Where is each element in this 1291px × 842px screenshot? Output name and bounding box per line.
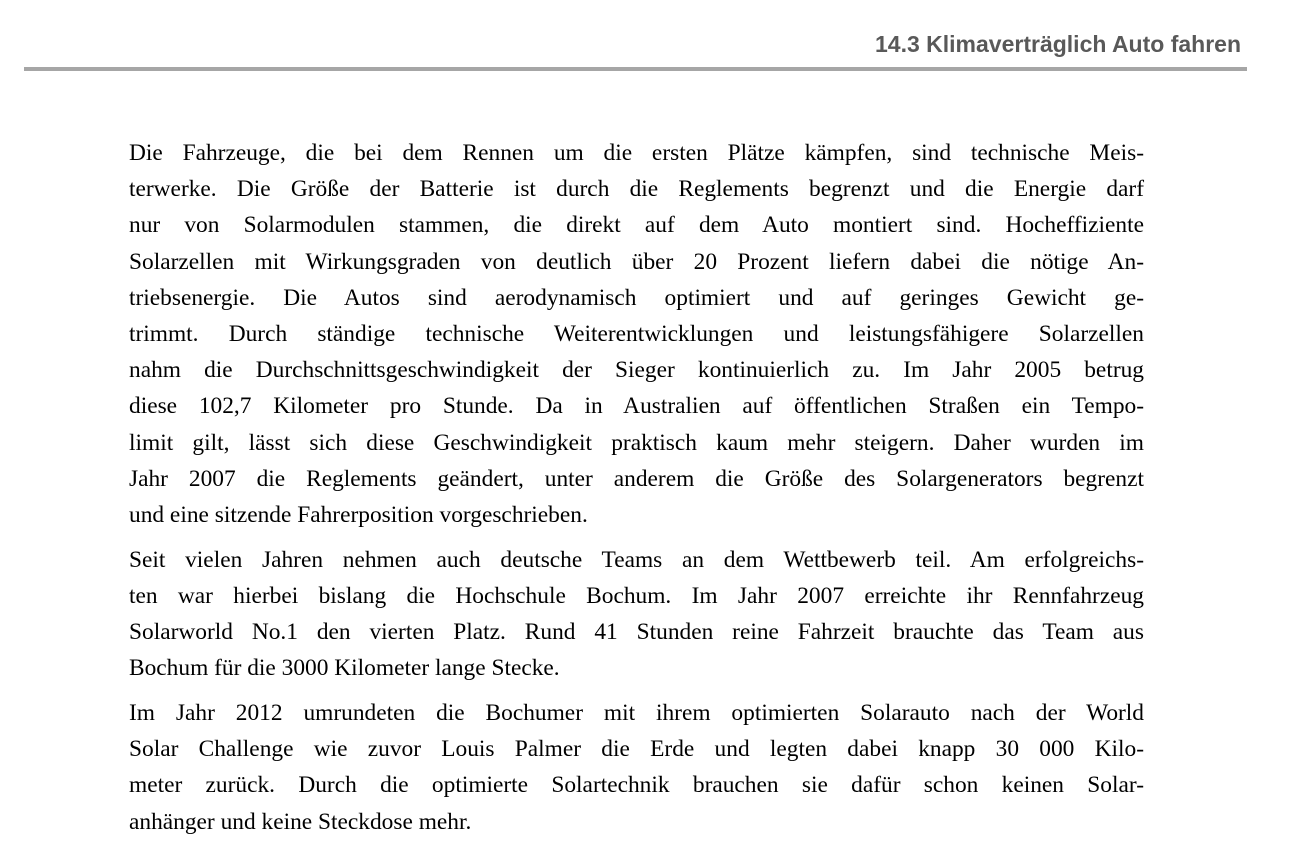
text-line: limit gilt, lässt sich diese Geschwindigkeit praktisch kaum mehr steigern. Daher wurden im xyxy=(129,429,1144,456)
text-line: Solarzellen mit Wirkungsgraden von deutlich über 20 Prozent liefern dabei die nötige An- xyxy=(129,248,1144,275)
text-line: anhänger und keine Steckdose mehr. xyxy=(129,808,472,835)
paragraph-1 xyxy=(129,135,1144,533)
text-line: nur von Solarmodulen stammen, die direkt auf dem Auto montiert sind. Hocheffiziente xyxy=(129,212,1144,239)
paragraph-2 xyxy=(129,542,1144,687)
text-line: Im Jahr 2012 umrundeten die Bochumer mit ihrem optimierten Solarauto nach der World xyxy=(129,700,1144,727)
text-line: terwerke. Die Größe der Batterie ist durch die Reglements begrenzt und die Energie darf xyxy=(129,176,1144,203)
text-line: nahm die Durchschnittsgeschwindigkeit der Sieger kontinuierlich zu. Im Jahr 2005 betrug xyxy=(129,357,1144,384)
text-line: Bochum für die 3000 Kilometer lange Stecke. xyxy=(129,655,560,682)
text-line: meter zurück. Durch die optimierte Solartechnik brauchen sie dafür schon keinen Solar- xyxy=(129,772,1144,799)
text-line: triebsenergie. Die Autos sind aerodynamisch optimiert und auf geringes Gewicht ge- xyxy=(129,284,1144,311)
paragraph-3 xyxy=(129,695,1144,840)
text-line: Solarworld No.1 den vierten Platz. Rund 41 Stunden reine Fahrzeit brauchte das Team aus xyxy=(129,619,1144,646)
text-line: Die Fahrzeuge, die bei dem Rennen um die ersten Plätze kämpfen, sind technische Meis- xyxy=(129,140,1144,166)
text-line: Seit vielen Jahren nehmen auch deutsche Teams an dem Wettbewerb teil. Am erfolgreichs- xyxy=(129,546,1144,573)
text-line: und eine sitzende Fahrerposition vorgeschrieben. xyxy=(129,502,588,529)
text-line: Jahr 2007 die Reglements geändert, unter anderem die Größe des Solargenerators begrenzt xyxy=(129,465,1144,492)
running-header: 14.3 Klimaverträglich Auto fahren xyxy=(875,31,1241,57)
header-rule xyxy=(24,67,1247,71)
text-line: trimmt. Durch ständige technische Weiterentwicklungen und leistungsfähigere Solarzellen xyxy=(129,321,1144,348)
text-line: diese 102,7 Kilometer pro Stunde. Da in Australien auf öffentlichen Straßen ein Tempo- xyxy=(129,393,1144,420)
text-line: ten war hierbei bislang die Hochschule Bochum. Im Jahr 2007 erreichte ihr Rennfahrzeug xyxy=(129,582,1144,609)
body-text xyxy=(129,135,1144,840)
text-line: Solar Challenge wie zuvor Louis Palmer die Erde und legten dabei knapp 30 000 Kilo- xyxy=(129,736,1144,763)
